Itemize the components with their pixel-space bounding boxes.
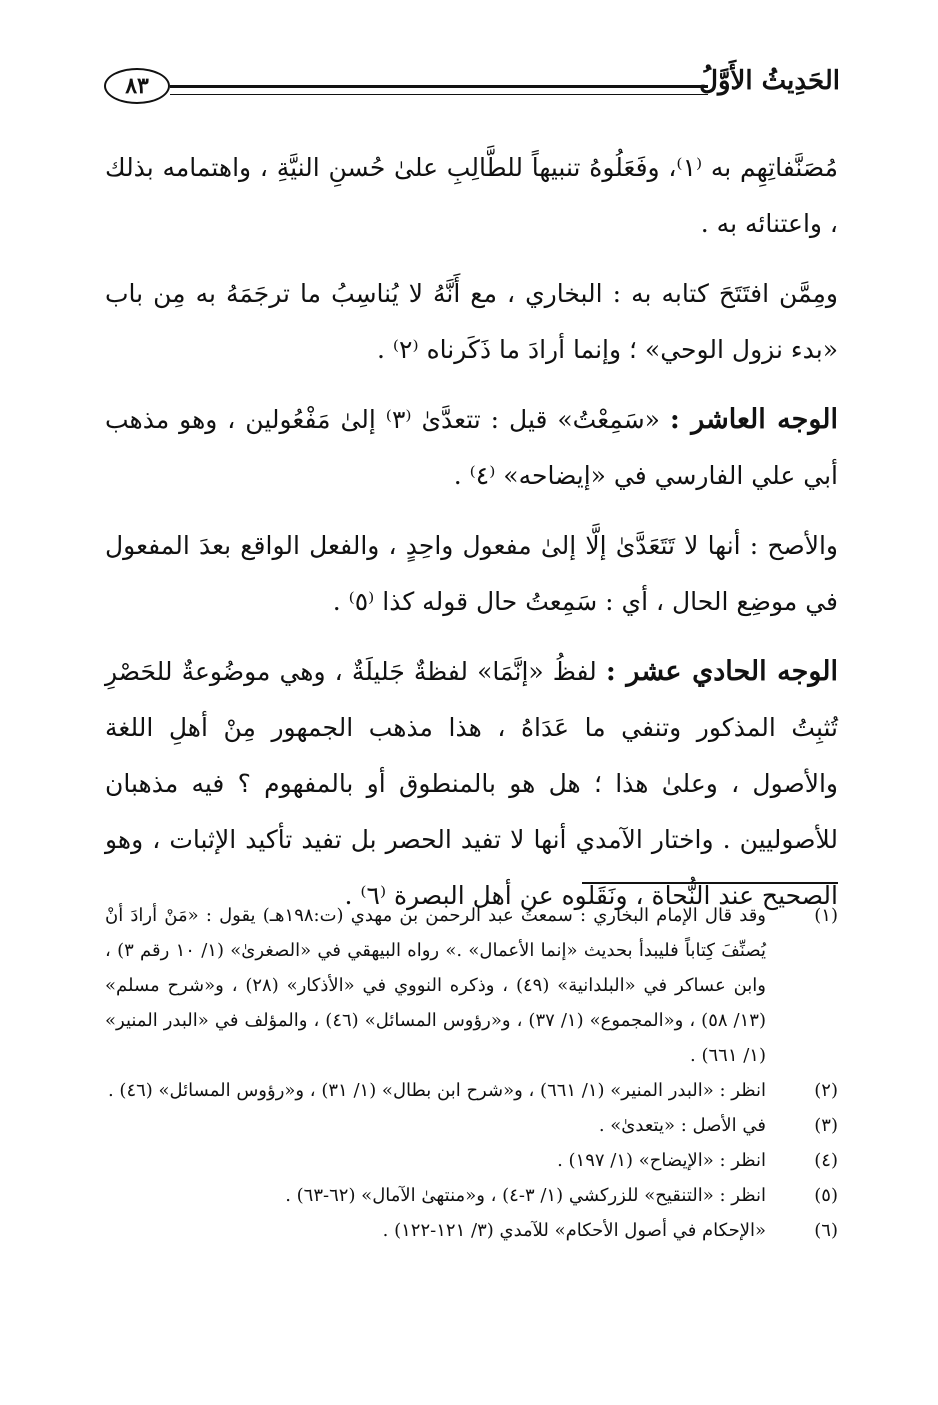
- paragraph: [105, 266, 838, 378]
- footnote-text: انظر : «الإيضاح» (١/ ١٩٧) .: [557, 1150, 766, 1171]
- paragraph: [105, 392, 838, 504]
- footnote-text: «الإحكام في أصول الأحكام» للآمدي (٣/ ١٢١-١٢٢) .: [382, 1220, 766, 1241]
- footnote-text: انظر : «التنقيح» للزركشي (١/ ٣-٤) ، و«منتهىٰ الآمال» (٦٢-٦٣) .: [285, 1185, 766, 1206]
- paragraph: [105, 518, 838, 630]
- footnote: [105, 898, 838, 1073]
- footnote-separator: [582, 882, 838, 884]
- footnote-text: في الأصل : «يتعدىٰ» .: [598, 1115, 766, 1136]
- paragraph-heading: الوجه العاشر :: [669, 404, 839, 435]
- page-number: ٨٣: [104, 68, 170, 104]
- footnotes: [105, 898, 838, 1248]
- footnote: [105, 1073, 838, 1108]
- paragraph-text: والأصح : أنها لا تَتَعَدَّىٰ إلَّا إلىٰ مفعول واحِدٍ ، والفعل الواقع بعدَ المفعول في موضِع الحال ، أي : سَمِعتُ حال قوله كذا ⁽٥⁾ .: [105, 531, 838, 616]
- footnote-number: (٣): [814, 1115, 838, 1136]
- chapter-title: الحَدِيثُ الأَوَّلُ: [699, 66, 840, 96]
- paragraph-text: ومِمَّن افتَتَحَ كتابه به : البخاري ، مع أَنَّهُ لا يُناسِبُ ما ترجَمَهُ به مِن باب «بدء نزول الوحي» ؛ وإنما أرادَ ما ذَكَرناه ⁽٢⁾ .: [105, 279, 838, 364]
- footnote-number: (٤): [814, 1150, 838, 1171]
- footnote: [105, 1108, 838, 1143]
- header-double-rule: [170, 85, 708, 95]
- footnote: [105, 1143, 838, 1178]
- page-header: [104, 62, 840, 122]
- main-text: [105, 140, 838, 938]
- paragraph-text: لفظُ «إنَّمَا» لفظةٌ جَليلَةٌ ، وهي موضُوعةٌ للحَصْرِ تُثبِتُ المذكور وتنفي ما عَدَاهُ ، هذا مذهب الجمهور مِنْ أهلِ اللغة والأصول ، وعلىٰ هذا ؛ هل هو بالمنطوق أو بالمفهوم ؟ فيه مذهبان للأصوليين . واختار الآمدي أنها لا تفيد الحصر بل تفيد تأكيد الإثبات ، وهو الصحيح عند النُّحاة ، ونَقَلوه عن أهل البصرة ⁽٦⁾ .: [105, 657, 838, 910]
- footnote-text: وقد قال الإمام البخاري : سمعتُ عبد الرحمن بن مهدي (ت:١٩٨هـ) يقول : «مَنْ أرادَ أنْ يُصنِّفَ كِتاباً فليبدأ بحديث «إنما الأعمال» .» رواه البيهقي في «الصغرىٰ» (١/ ١٠ رقم ٣) ، وابن عساكر في «البلدانية» (٤٩) ، وذكره النووي في «الأذكار» (٢٨) ، و«شرح مسلم» (١٣/ ٥٨) ، و«المجموع» (١/ ٣٧) ، و«رؤوس المسائل» (٤٦) ، والمؤلف في «البدر المنير» (١/ ٦٦١) .: [105, 905, 766, 1066]
- footnote: [105, 1213, 838, 1248]
- paragraph-text: مُصَنَّفاتِهِم به ⁽١⁾، وفَعَلُوهُ تنبيهاً للطَّالِبِ علىٰ حُسنِ النيَّةِ ، واهتمامه بذلك ، واعتنائه به .: [105, 153, 838, 238]
- footnote-number: (٦): [814, 1220, 838, 1241]
- footnote: [105, 1178, 838, 1213]
- footnote-number: (١): [814, 905, 838, 926]
- paragraph-text: «سَمِعْتُ» قيل : تتعدَّىٰ ⁽٣⁾ إلىٰ مَفْعُولين ، وهو مذهب أبي علي الفارسي في «إيضاحه» ⁽٤⁾ .: [105, 405, 838, 490]
- footnote-text: انظر : «البدر المنير» (١/ ٦٦١) ، و«شرح ابن بطال» (١/ ٣١) ، و«رؤوس المسائل» (٤٦) .: [107, 1080, 766, 1101]
- footnote-number: (٢): [814, 1080, 838, 1101]
- paragraph-heading: الوجه الحادي عشر :: [605, 656, 838, 687]
- paragraph: [105, 140, 838, 252]
- footnote-number: (٥): [814, 1185, 838, 1206]
